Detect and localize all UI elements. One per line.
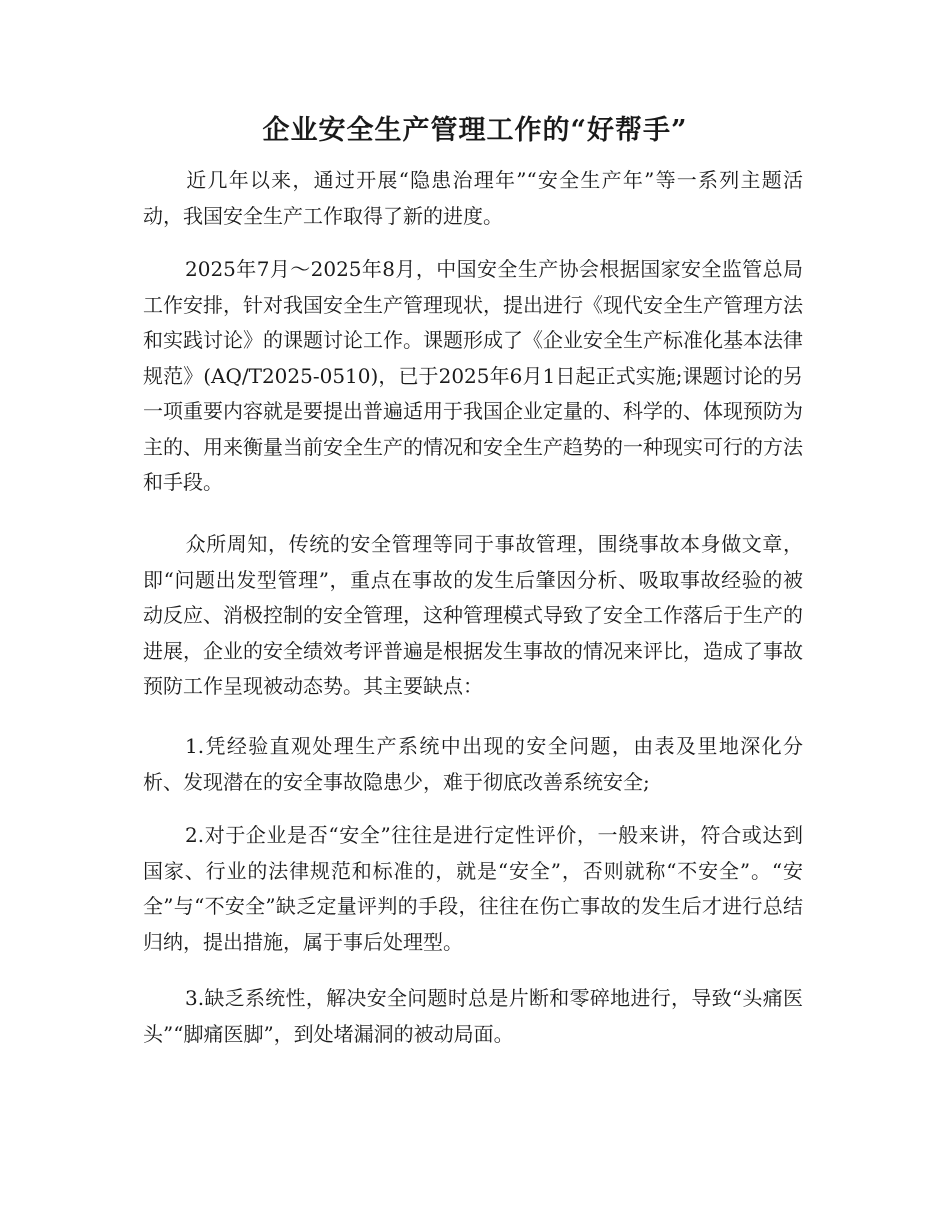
paragraph-point-1: [143, 729, 803, 800]
paragraph-text: 近几年以来，通过开展“隐患治理年”“安全生产年”等一系列主题活动，我国安全生产工作取得了新的进度。: [143, 168, 803, 228]
paragraph-text: 2025年7月～2025年8月，中国安全生产协会根据国家安全监管总局工作安排，针对我国安全生产管理现状，提出进行《现代安全生产管理方法和实践讨论》的课题讨论工作。课题形成了《企业安全生产标准化基本法律规范》(AQ/T2025-0510)，已于2025年6月1日起正式实施;课题讨论的另一项重要内容就是要提出普遍适用于我国企业定量的、科学的、体现预防为主的、用来衡量当前安全生产的情况和安全生产趋势的一种现实可行的方法和手段。: [143, 257, 803, 494]
paragraph-text: 1.凭经验直观处理生产系统中出现的安全问题，由表及里地深化分析、发现潜在的安全事故隐患少，难于彻底改善系统安全;: [143, 734, 803, 794]
paragraph-background: [143, 252, 803, 501]
paragraph-text: 2.对于企业是否“安全”往往是进行定性评价，一般来讲，符合或达到国家、行业的法律规范和标准的，就是“安全”，否则就称“不安全”。“安全”与“不安全”缺乏定量评判的手段，往往在伤亡事故的发生后才进行总结归纳，提出措施，属于事后处理型。: [143, 823, 803, 954]
paragraph-traditional-management: [143, 527, 803, 705]
paragraph-text: 3.缺乏系统性，解决安全问题时总是片断和零碎地进行，导致“头痛医头”“脚痛医脚”，到处堵漏洞的被动局面。: [143, 986, 803, 1046]
paragraph-intro: [143, 163, 803, 234]
paragraph-point-3: [143, 981, 803, 1052]
document-title: 企业安全生产管理工作的“好帮手”: [262, 115, 688, 146]
paragraph-text: 众所周知，传统的安全管理等同于事故管理，围绕事故本身做文章，即“问题出发型管理”，重点在事故的发生后肇因分析、吸取事故经验的被动反应、消极控制的安全管理，这种管理模式导致了安全工作落后于生产的进展，企业的安全绩效考评普遍是根据发生事故的情况来评比，造成了事故预防工作呈现被动态势。其主要缺点：: [143, 532, 803, 698]
paragraph-point-2: [143, 818, 803, 960]
